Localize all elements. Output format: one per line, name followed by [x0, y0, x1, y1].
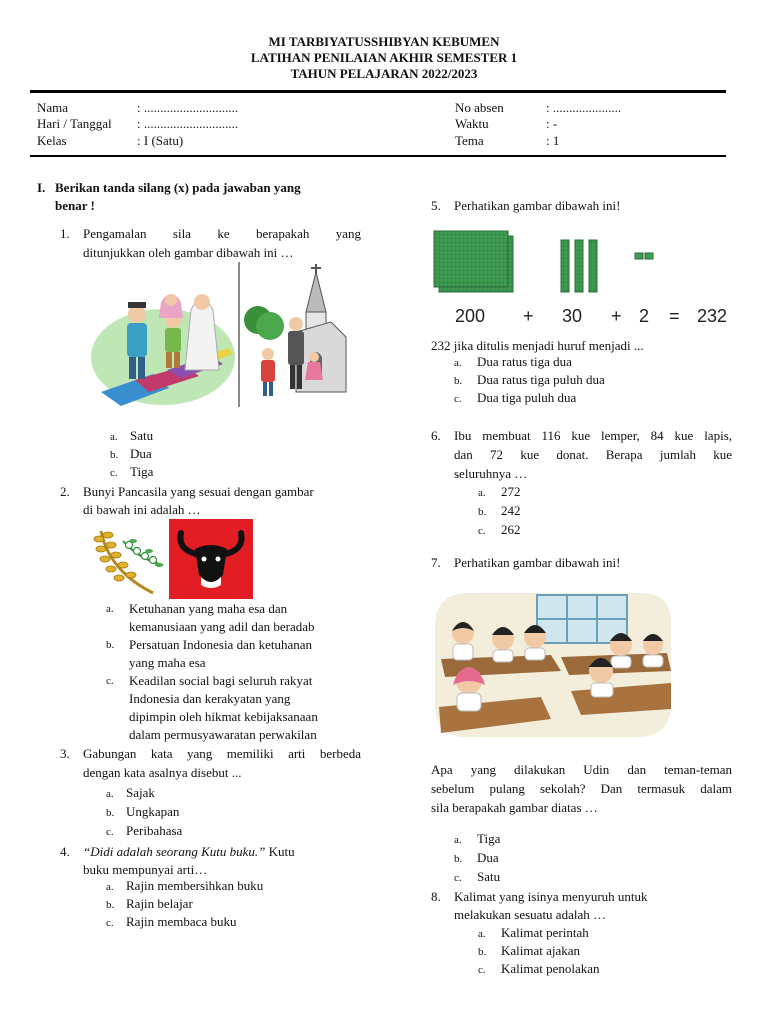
q2-option-c-line2: Indonesia dan kerakyatan yang — [129, 691, 291, 706]
q8-option-b-letter: b. — [478, 946, 487, 958]
place-value-blocks-illustration — [431, 226, 733, 326]
info-value-absen: : ..................... — [546, 100, 622, 115]
info-value-tema: : 1 — [546, 133, 560, 148]
q6-option-c[interactable] — [478, 521, 521, 540]
equation-term-b: 30 — [562, 306, 583, 326]
section-instruction-cont: benar ! — [55, 198, 95, 213]
q7-option-c-letter: c. — [454, 872, 462, 884]
q4-text-cont: buku mempunyai arti… — [83, 862, 208, 877]
q2-text-cont: di bawah ini adalah … — [83, 502, 201, 517]
q4-option-c-letter: c. — [106, 917, 114, 929]
q4-quote: “Didi adalah seorang Kutu buku.” — [83, 844, 266, 859]
q3-option-b[interactable] — [106, 803, 179, 822]
q6-option-b-text: 242 — [501, 503, 521, 518]
q3-option-c-letter: c. — [106, 826, 114, 838]
equation-plus-1: + — [523, 306, 534, 326]
q5-option-c[interactable] — [454, 389, 576, 408]
q6-option-c-letter: c. — [478, 525, 486, 537]
q4-option-a[interactable] — [106, 877, 263, 896]
q1-option-a-letter: a. — [110, 431, 118, 443]
q2-option-c-line4: dalam permusyawaratan perwakilan — [129, 727, 317, 742]
q3-option-c-text: Peribahasa — [126, 823, 183, 838]
q4-number: 4. — [60, 844, 70, 859]
q1-option-c-text: Tiga — [130, 464, 154, 479]
q2-number: 2. — [60, 484, 70, 499]
school-year: TAHUN PELAJARAN 2022/2023 — [290, 66, 478, 81]
info-value-waktu: : - — [546, 116, 558, 131]
q7-text: Perhatikan gambar dibawah ini! — [454, 555, 621, 570]
q2-option-a-letter: a. — [106, 603, 114, 615]
q1-option-a-text: Satu — [130, 428, 154, 443]
q4-option-c[interactable] — [106, 913, 236, 932]
header-rule-top — [30, 90, 726, 93]
q2-option-b-line1: Persatuan Indonesia dan ketuhanan — [129, 637, 313, 652]
q7-option-c[interactable] — [454, 868, 500, 887]
q6-option-b-letter: b. — [478, 506, 487, 518]
q8-option-c[interactable] — [478, 960, 600, 979]
q2-option-c[interactable] — [106, 672, 318, 744]
church-family-illustration — [236, 262, 356, 407]
q3-text-cont: dengan kata asalnya disebut ... — [83, 765, 242, 780]
q7-option-a-text: Tiga — [477, 831, 501, 846]
q8-text-cont: melakukan sesuatu adalah … — [454, 907, 606, 922]
school-name: MI TARBIYATUSSHIBYAN KEBUMEN — [268, 34, 500, 49]
q8-option-c-text: Kalimat penolakan — [501, 961, 600, 976]
q4-option-b-letter: b. — [106, 899, 115, 911]
info-label-tema: Tema — [455, 133, 484, 148]
q4-option-a-text: Rajin membersihkan buku — [126, 878, 264, 893]
q7-option-b-letter: b. — [454, 853, 463, 865]
q2-option-a[interactable] — [106, 600, 315, 636]
q3-text: Gabungan kata yang memiliki arti berbeda — [83, 746, 361, 761]
info-value-hari: : ............................. — [137, 116, 239, 131]
q3-option-a[interactable] — [106, 784, 155, 803]
q5-option-a[interactable] — [454, 353, 572, 372]
q4-option-b[interactable] — [106, 895, 193, 914]
info-label-nama: Nama — [37, 100, 69, 115]
praying-family-illustration — [83, 262, 235, 407]
q6-text-end: seluruhnya … — [454, 466, 528, 481]
equation-result: 232 — [697, 306, 728, 326]
q4-option-b-text: Rajin belajar — [126, 896, 193, 911]
q6-text: Ibu membuat 116 kue lemper, 84 kue lapis, — [454, 428, 732, 443]
q2-text: Bunyi Pancasila yang sesuai dengan gambar — [83, 484, 314, 499]
q8-option-c-letter: c. — [478, 964, 486, 976]
q1-option-c[interactable] — [110, 463, 153, 482]
header-rule-bottom — [30, 155, 726, 157]
q3-option-c[interactable] — [106, 822, 182, 841]
classroom-praying-illustration — [431, 587, 675, 745]
q1-option-b-letter: b. — [110, 449, 119, 461]
q2-option-c-line1: Keadilan social bagi seluruh rakyat — [129, 673, 313, 688]
q7-question-line3: sila berapakah gambar diatas … — [431, 800, 598, 815]
info-value-nama: : ............................. — [137, 100, 239, 115]
equation-plus-2: + — [611, 306, 622, 326]
rice-cotton-symbol-icon — [83, 519, 167, 599]
q7-option-a-letter: a. — [454, 834, 462, 846]
q8-option-a-text: Kalimat perintah — [501, 925, 589, 940]
q3-option-a-letter: a. — [106, 788, 114, 800]
q4-text — [83, 842, 295, 861]
q2-option-b-letter: b. — [106, 639, 115, 651]
q8-option-b-text: Kalimat ajakan — [501, 943, 581, 958]
equation-term-a: 200 — [455, 306, 486, 326]
q6-option-a-text: 272 — [501, 484, 521, 499]
q2-option-b[interactable] — [106, 636, 312, 672]
q1-option-c-letter: c. — [110, 467, 118, 479]
q3-option-b-letter: b. — [106, 807, 115, 819]
q8-text: Kalimat yang isinya menyuruh untuk — [454, 889, 648, 904]
q5-option-c-text: Dua tiga puluh dua — [477, 390, 577, 405]
q6-text-cont: dan 72 kue donat. Berapa jumlah kue — [454, 447, 732, 462]
q7-number: 7. — [431, 555, 441, 570]
q5-option-a-letter: a. — [454, 357, 462, 369]
q1-text-cont: ditunjukkan oleh gambar dibawah ini … — [83, 245, 294, 260]
equation-equals: = — [669, 306, 680, 326]
q6-option-b[interactable] — [478, 502, 521, 521]
q6-option-a[interactable] — [478, 483, 521, 502]
q4-option-a-letter: a. — [106, 881, 114, 893]
q5-text-cont: 232 jika ditulis menjadi huruf menjadi ... — [431, 338, 644, 353]
q6-option-c-text: 262 — [501, 522, 521, 537]
q5-option-c-letter: c. — [454, 393, 462, 405]
q3-number: 3. — [60, 746, 70, 761]
section-instruction: Berikan tanda silang (x) pada jawaban yang — [55, 180, 301, 195]
q5-option-b[interactable] — [454, 371, 605, 390]
q1-option-b-text: Dua — [130, 446, 152, 461]
q5-text: Perhatikan gambar dibawah ini! — [454, 198, 621, 213]
info-label-waktu: Waktu — [455, 116, 489, 131]
q7-option-b[interactable] — [454, 849, 499, 868]
section-number: I. — [37, 180, 46, 195]
q5-option-b-text: Dua ratus tiga puluh dua — [477, 372, 605, 387]
q3-option-b-text: Ungkapan — [126, 804, 180, 819]
info-label-hari: Hari / Tanggal — [37, 116, 112, 131]
q7-question-line2: sebelum pulang sekolah? Dan termasuk dalam — [431, 781, 732, 796]
q1-text: Pengamalan sila ke berapakah yang — [83, 226, 361, 241]
q6-number: 6. — [431, 428, 441, 443]
q2-option-c-line3: dipimpin oleh hikmat kebijaksanaan — [129, 709, 318, 724]
equation-term-c: 2 — [639, 306, 650, 326]
q2-option-b-line2: yang maha esa — [129, 655, 206, 670]
q8-option-a[interactable] — [478, 924, 589, 943]
q8-number: 8. — [431, 889, 441, 904]
q2-option-a-line1: Ketuhanan yang maha esa dan — [129, 601, 288, 616]
info-value-kelas: : I (Satu) — [137, 133, 184, 148]
q1-option-b[interactable] — [110, 445, 152, 464]
q2-option-a-line2: kemanusiaan yang adil dan beradab — [129, 619, 315, 634]
q1-number: 1. — [60, 226, 70, 241]
q1-option-a[interactable] — [110, 427, 153, 446]
info-label-absen: No absen — [455, 100, 504, 115]
q5-number: 5. — [431, 198, 441, 213]
q2-option-c-letter: c. — [106, 675, 114, 687]
exam-title: LATIHAN PENILAIAN AKHIR SEMESTER 1 — [250, 50, 518, 65]
q4-option-c-text: Rajin membaca buku — [126, 914, 237, 929]
q8-option-b[interactable] — [478, 942, 580, 961]
q3-option-a-text: Sajak — [126, 785, 155, 800]
q5-option-b-letter: b. — [454, 375, 463, 387]
q7-option-c-text: Satu — [477, 869, 501, 884]
q7-question-line1: Apa yang dilakukan Udin dan teman-teman — [431, 762, 732, 777]
q7-option-b-text: Dua — [477, 850, 499, 865]
q8-option-a-letter: a. — [478, 928, 486, 940]
info-label-kelas: Kelas — [37, 133, 67, 148]
bull-head-symbol-icon — [169, 519, 253, 599]
q5-option-a-text: Dua ratus tiga dua — [477, 354, 572, 369]
q7-option-a[interactable] — [454, 830, 500, 849]
q6-option-a-letter: a. — [478, 487, 486, 499]
q4-quote-after: Kutu — [265, 844, 295, 859]
